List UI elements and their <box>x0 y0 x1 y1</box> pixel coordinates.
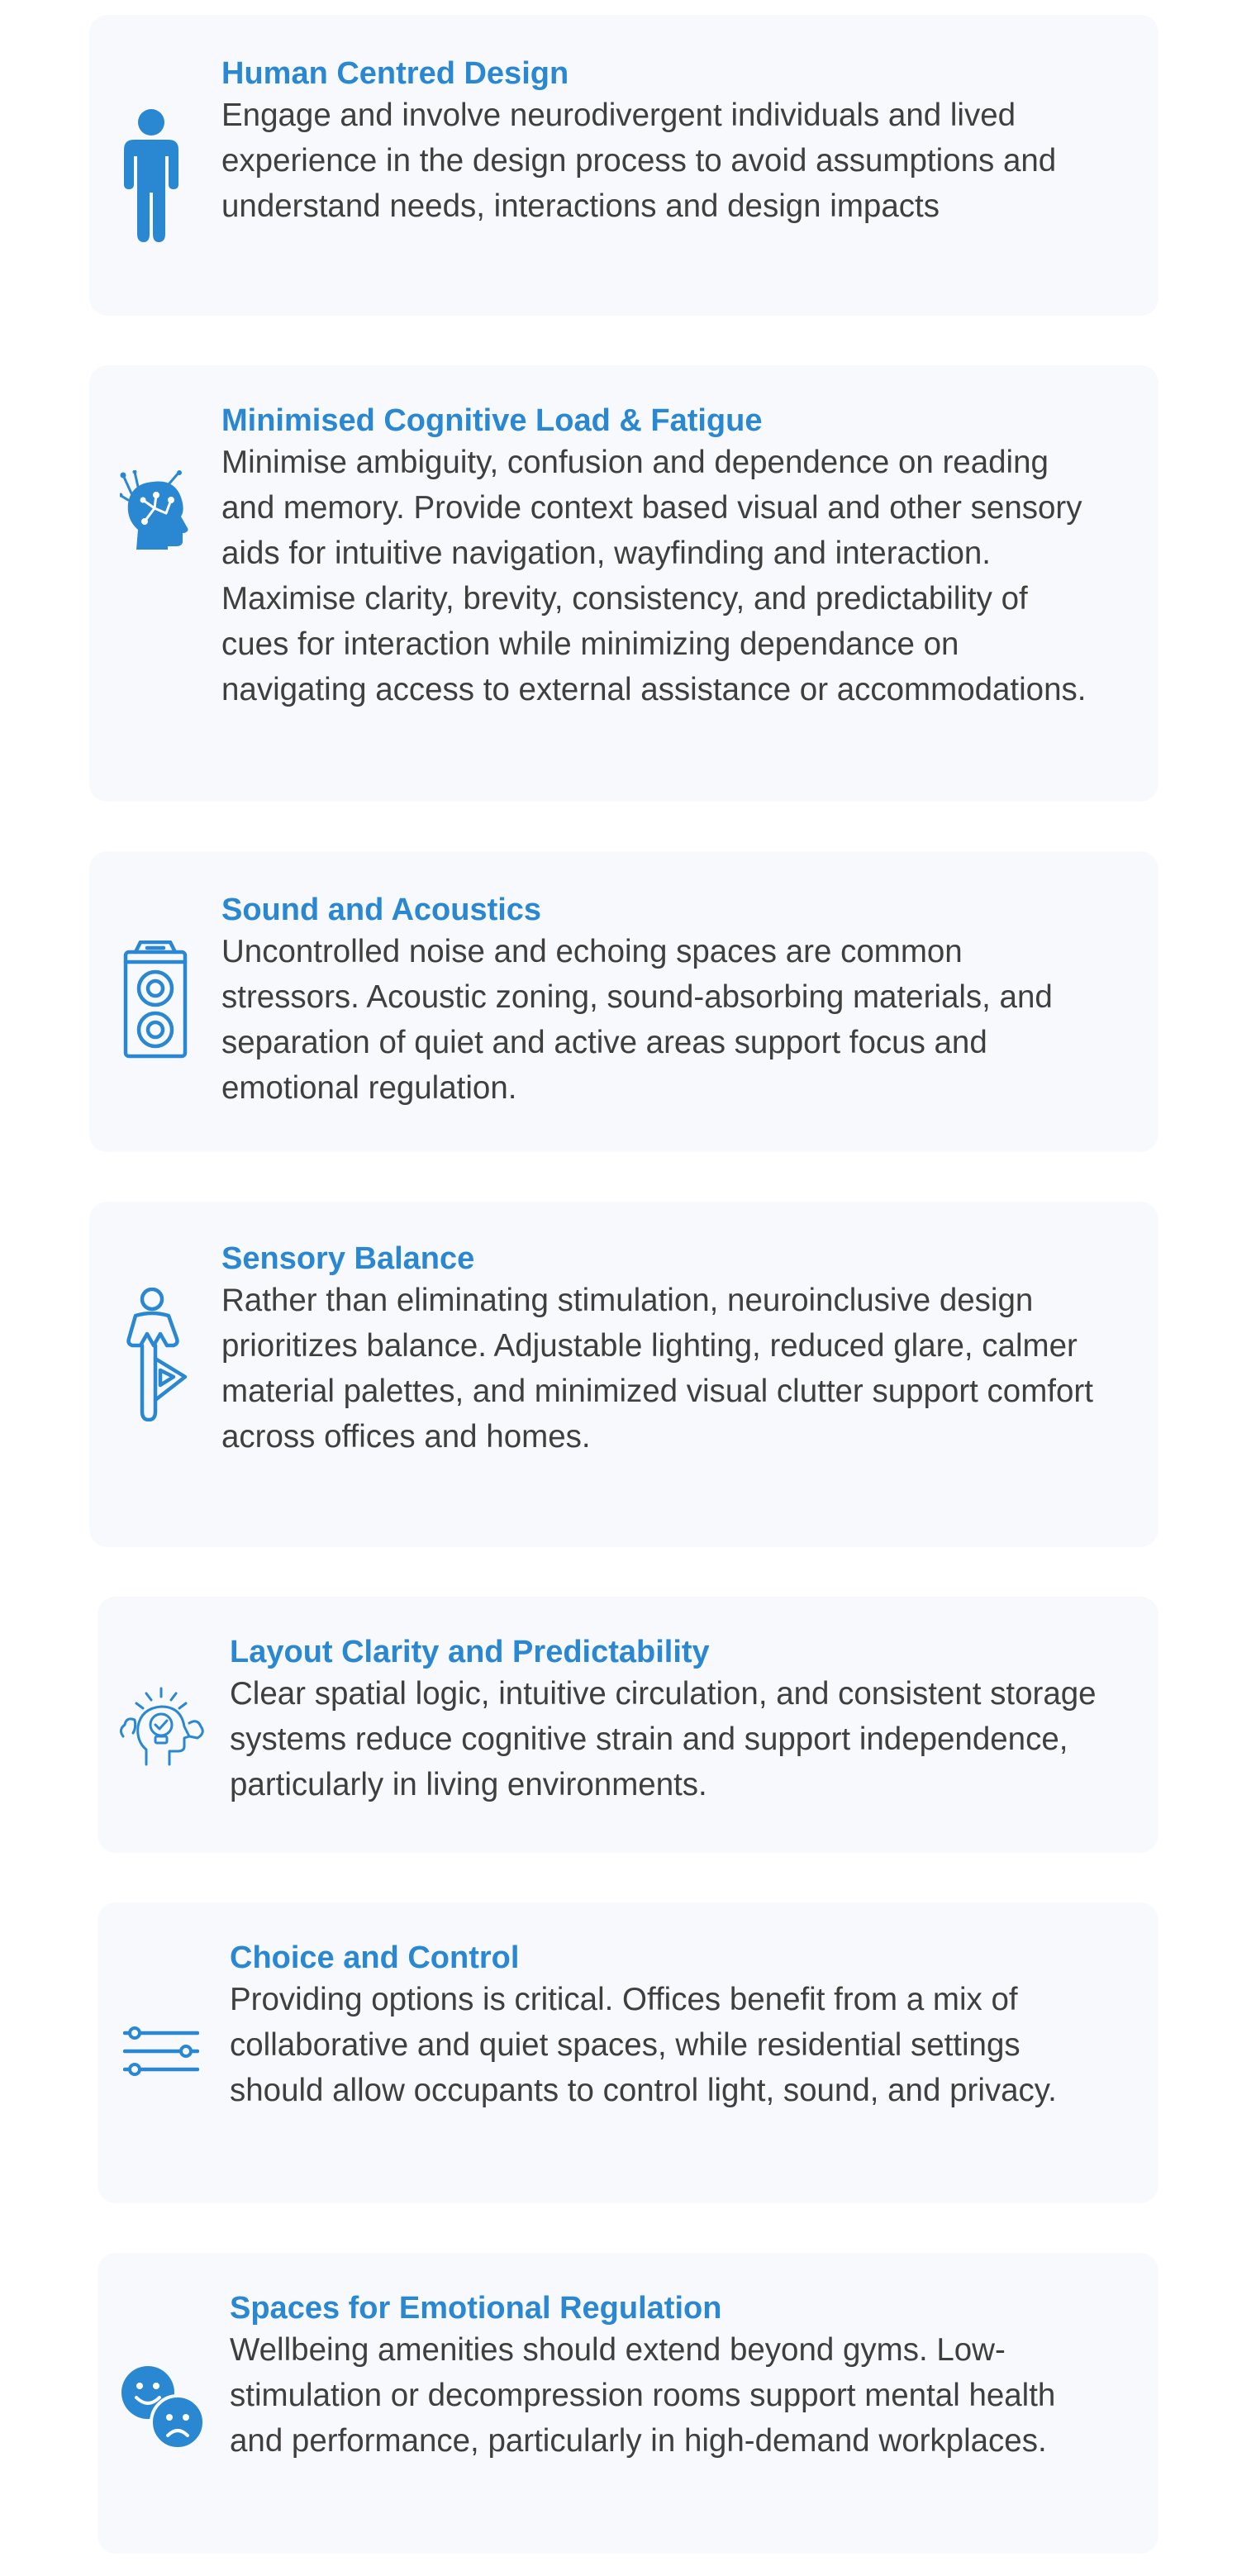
card-title: Choice and Control <box>230 1940 520 1975</box>
emotion-faces-icon <box>116 2360 207 2451</box>
card-layout-clarity <box>98 1597 1158 1853</box>
card-emotional-regulation <box>98 2253 1158 2554</box>
card-sensory-balance <box>89 1202 1158 1547</box>
card-title: Human Centred Design <box>221 56 569 91</box>
card-body: Clear spatial logic, intuitive circulation, and consistent storage systems reduce cognitive strain and support independence, particularly in living environments. <box>230 1676 1097 1802</box>
speaker-icon <box>114 938 197 1062</box>
sliders-icon <box>116 2010 207 2093</box>
card-body: Engage and involve neurodivergent individuals and lived experience in the design process to avoid assumptions and understand needs, interactions and design impacts <box>221 98 1057 224</box>
idea-head-icon <box>116 1679 207 1770</box>
card-body: Uncontrolled noise and echoing spaces are common stressors. Acoustic zoning, sound-absorbing materials, and separation of quiet and active areas support focus and emotional regulation. <box>221 934 1053 1106</box>
card-text <box>221 891 1101 1111</box>
balance-pose-icon <box>114 1284 197 1425</box>
card-title: Layout Clarity and Predictability <box>230 1635 710 1669</box>
card-body: Minimise ambiguity, confusion and dependence on reading and memory. Provide context based visual and other sensory aids for intuitive navigation, wayfinding and interaction. Maximise clarity, brevity, consistency, and predictability of cues for interaction while minimizing dependance on navigating access to external assistance or accommodations. <box>221 445 1087 707</box>
card-title: Sensory Balance <box>221 1241 475 1276</box>
card-title: Sound and Acoustics <box>221 893 542 927</box>
card-text <box>221 1240 1101 1459</box>
card-body: Wellbeing amenities should extend beyond gyms. Low-stimulation or decompression rooms support mental health and performance, particularly in high-demand workplaces. <box>230 2332 1056 2459</box>
card-body: Providing options is critical. Offices benefit from a mix of collaborative and quiet spaces, while residential settings should allow occupants to control light, sound, and privacy. <box>230 1982 1057 2108</box>
card-minimised-cognitive-load <box>89 365 1158 802</box>
person-icon <box>114 98 188 255</box>
card-title: Spaces for Emotional Regulation <box>230 2291 722 2326</box>
card-text <box>230 1633 1101 1807</box>
card-human-centred-design <box>89 15 1158 316</box>
brain-head-icon <box>114 464 197 555</box>
card-text <box>221 55 1101 229</box>
card-text <box>221 402 1101 712</box>
card-title: Minimised Cognitive Load & Fatigue <box>221 403 763 438</box>
card-choice-and-control <box>98 1902 1158 2203</box>
card-text <box>230 1939 1101 2113</box>
card-sound-and-acoustics <box>89 851 1158 1152</box>
card-body: Rather than eliminating stimulation, neuroinclusive design prioritizes balance. Adjustable lighting, reduced glare, calmer material palettes, and minimized visual clutter support comfort across offices and homes. <box>221 1283 1093 1455</box>
card-text <box>230 2289 1101 2464</box>
